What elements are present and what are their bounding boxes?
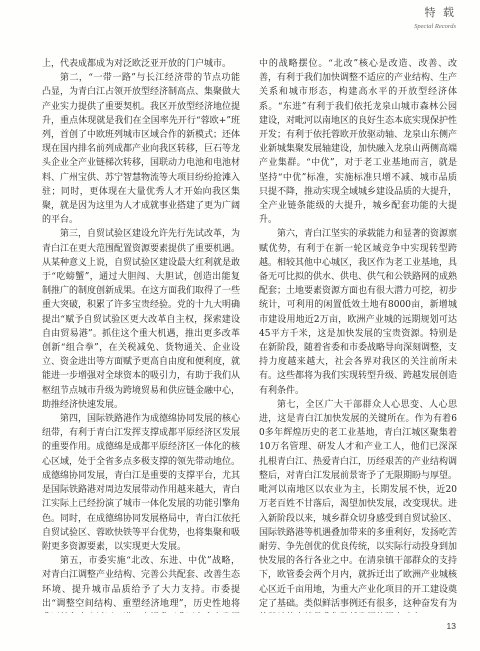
paragraph-continued: 上，代表成都成为对泛欧泛亚开放的门户城市。: [42, 59, 232, 69]
paragraph: 第四，国际铁路港作为成德绵协同发展的核心纽带，有利于青白江发挥支撑成都平原经济区发展的重要作用。成德绵是成都平原经济区一体化的核心区域，处于全省多点多极支撑的领先带动地位。成德绵协同发展，青白江是重要的支撑平台，尤其是国际铁路港对周边发展带动作用越来越大，青白江实际上已经扮演了城市一体化发展的功能引擎角色。同时，在成德绵协同发展格局中，青白江依托自贸试验区、蓉欧快铁等平台优势，也将集聚和吸附更多资源要素，以实现更大发展。: [42, 414, 240, 552]
right-text-column: [259, 57, 457, 613]
paragraph: 第七，全区广大干部群众人心思变、人心思进，这是青白江加快发展的关键所在。作为有着60多年辉煌历史的老工业基地，青白江城区聚集着10万名管理、研发人才和产业工人，他们已深深扎根青白江、热爱青白江，历经艰苦的产业结构调整后，对青白江发展前景寄予了无限期盼与厚望。毗河以南地区以农业为主，长期发展不快，近20万老百姓不甘落后，渴望加快发展，改变现状。进入新阶段以来，城乡群众切身感受到自贸试验区、国际铁路港等机遇叠加带来的多重利好，发扬吃苦耐劳、争先创优的优良传统，以实际行动投身到加快发展的各行各业之中。在清泉镇干部群众的支持下，欧管委会两个月内，就拆迁出了欧洲产业城核心区近千亩用地，为重大产业化项目的开工建设奠定了基础。类似鲜活事例还有很多，这种奋发有为: [259, 399, 457, 609]
paragraph-continued: 中的战略摆位。“北改”核心是改造、改善、改善，有利于我们加快调整不适应的产业结构、生产关系和城市形态，构建高水平的开放型经济体系。“东进”有利于我们依托龙泉山城市森林公园建设，对毗河以南地区的良好生态本底实现保护性开发；有利于依托蓉欧开放驱动轴、龙泉山东侧产业新城集聚发展轴建设，加快融入龙泉山两侧高端产业集群。“中优”，对于老工业基地而言，就是坚持“中优”标准，实施标准只增不减、城市品质只提不降，推动实现全域城乡建设品质的大提升，全产业链条能级的大提升，城乡配套功能的大提升。: [259, 59, 457, 226]
paragraph: 第六，青白江坚实的承载能力和显著的资源禀赋优势，有利于在新一轮区域竞争中实现转型跨越。相较其他中心城区，我区作为老工业基地，具备无可比拟的供水、供电、供气和公铁路网的成熟配套；土地要素资源方面也有很大潜力可挖，初步统计，可利用的闲置低效土地有8000亩，新增城市建设用地近2万亩，欧洲产业城的远期规划可达45平方千米，这是加快发展的宝贵资源。特别是在新阶段，随着省委和市委战略导向深刻调整，支持力度越来越大，社会各界对我区的关注前所未有。这些都将为我们实现转型升级、跨越发展创造有利条件。: [259, 229, 457, 396]
paragraph-runover: 第五，市委实施“北改、东进、中优”战略，对青白江调整产业结构、完善公共配套、改善生态环境、提升城市品质给予了大力支持。市委提出“调整空间结构、重塑经济地理”，历史性地将: [42, 556, 240, 609]
section-title: 特 载: [424, 6, 456, 19]
left-text-column: [42, 57, 240, 613]
page-number: 13: [446, 621, 456, 631]
section-subtitle: Special Records: [414, 23, 456, 30]
paragraph: 第二，“一带一路”与长江经济带的节点功能凸显，为青白江占领开放型经济制高点、集聚做大产业实力提供了重要契机。我区开放型经济地位提升，重点体现就是我们在全国率先开行“蓉欧+”班列，首创了中欧班列城市区域合作的新模式；还体现在国内排名前列成都产业向我区转移，巨石等龙头企业全产业链梯次转移，国联动力电池和电池材料、广州宝供、苏宁智慧物流等大项目纷纷抢滩入驻；同时，更体现在大量优秀人才开始向我区集聚，就是因为这里为人才成就事业搭建了更为广阔的平台。: [42, 73, 240, 226]
paragraph: 第三，自贸试验区建设允许先行先试改革，为青白江在更大范围配置资源要素提供了重要机遇。从某种意义上说，自贸试验区建设最大红利就是敢于“吃螃蟹”，通过大胆闯、大胆试，创造出能复制推广的制度创新成果。在这方面我们取得了一些重大突破，积累了许多宝贵经验。党的十九大明确提出“赋予自贸试验区更大改革自主权，探索建设自由贸易港”。抓住这个重大机遇，推出更多改革创新“组合拳”，在关税减免、货物通关、企业设立、资金进出等方面赋予更高自由度和便利度，就能进一步增强对全球资本的吸引力，有助于我们从枢纽节点城市升级为跨境贸易和供应链金融中心，助推经济快速发展。: [42, 229, 240, 410]
